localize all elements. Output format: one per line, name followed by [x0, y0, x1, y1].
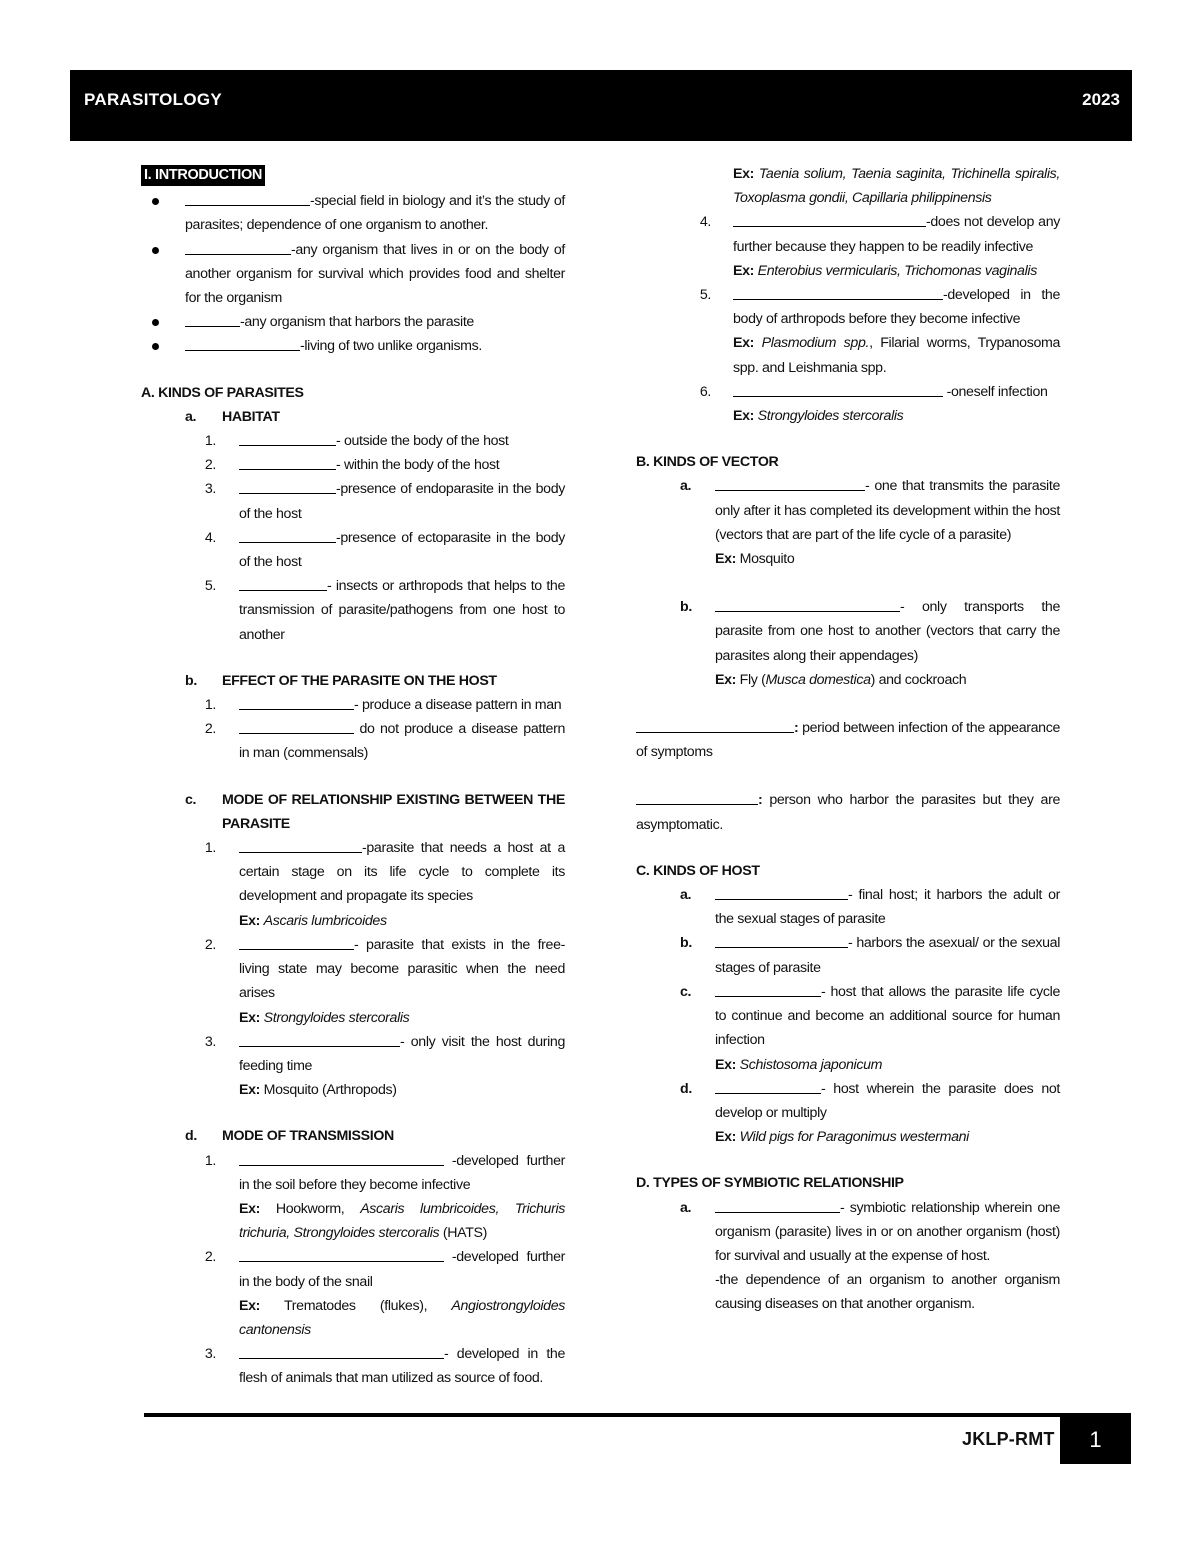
footer-rule [144, 1413, 1131, 1417]
list-item: 1. -developed further in the soil before they become infective Ex: Hookworm, Ascaris lumbricoides, Trichuris trichuria, Strongyloides stercoralis (HATS) [204, 1152, 566, 1242]
definition-incubation: : period between infection of the appearance of symptoms [636, 720, 1060, 761]
list-item: a. - one that transmits the parasite only after it has completed its development within the host (vectors that are part of the life cycle of a parasite) Ex: Mosquito [680, 478, 1060, 568]
list-item: 5. -developed in the body of arthropods before they become infective Ex: Plasmodium spp., Filarial worms, Trypanosoma spp. and Leishmania spp. [699, 287, 1060, 376]
header-year: 2023 [1082, 90, 1120, 109]
answer-blank[interactable] [715, 476, 865, 491]
subheading-mode-relationship: c. MODE OF RELATIONSHIP EXISTING BETWEEN THE PARASITE [185, 791, 565, 832]
answer-blank[interactable] [239, 935, 354, 950]
answer-blank[interactable] [239, 695, 354, 710]
continued-example: Ex: Taenia solium, Taenia saginita, Trichinella spiralis, Toxoplasma gondii, Capillaria philippinensis [733, 166, 1060, 207]
answer-blank[interactable] [715, 1079, 821, 1094]
answer-blank[interactable] [239, 719, 354, 734]
answer-blank[interactable] [733, 285, 943, 300]
list-item: 5. - insects or arthropods that helps to the transmission of parasite/pathogens from one host to another [204, 578, 565, 643]
intro-bullet: -special field in biology and it’s the study of parasites; dependence of one organism to another. [141, 189, 565, 237]
answer-blank[interactable] [636, 790, 758, 805]
answer-blank[interactable] [239, 576, 327, 591]
list-item: 1. - produce a disease pattern in man [204, 697, 562, 714]
intro-bullet: -living of two unlike organisms. [141, 334, 565, 358]
answer-blank[interactable] [239, 1344, 444, 1359]
list-item: d. - host wherein the parasite does not develop or multiply Ex: Wild pigs for Paragonimus westermani [680, 1080, 1060, 1146]
list-item: 1. - outside the body of the host [204, 433, 509, 450]
list-item: 6. -oneself infection Ex: Strongyloides stercoralis [699, 383, 1048, 425]
answer-blank[interactable] [733, 382, 943, 397]
list-item: a. - symbiotic relationship wherein one organism (parasite) lives in or on another organism (host) for survival and usually at the expense of host. -the dependence of an organism to another organism causing diseases on that another organism. [680, 1199, 1060, 1313]
section-heading-symbiotic: D. TYPES OF SYMBIOTIC RELATIONSHIP [636, 1175, 904, 1192]
page-header [70, 70, 1132, 141]
list-item: 2. - within the body of the host [204, 457, 500, 474]
list-item: 2. - parasite that exists in the free-living state may become parasitic when the need arises Ex: Strongyloides stercoralis [204, 936, 565, 1026]
answer-blank[interactable] [733, 212, 926, 227]
section-heading-kinds-parasites: A. KINDS OF PARASITES [141, 384, 304, 401]
answer-blank[interactable] [715, 982, 821, 997]
intro-bullet: -any organism that harbors the parasite [141, 310, 565, 334]
answer-blank[interactable] [715, 597, 900, 612]
page-number: 1 [1060, 1413, 1131, 1464]
answer-blank[interactable] [239, 431, 336, 446]
list-item: 4. -presence of ectoparasite in the body of the host [204, 529, 565, 571]
answer-blank[interactable] [715, 885, 848, 900]
list-item: 3. -presence of endoparasite in the body of the host [204, 481, 565, 522]
list-item: 1. -parasite that needs a host at a certain stage on its life cycle to complete its development and propagate its species Ex: Ascaris lumbricoides [204, 840, 565, 929]
answer-blank[interactable] [715, 1198, 840, 1213]
answer-blank[interactable] [185, 336, 300, 351]
answer-blank[interactable] [239, 1032, 400, 1047]
intro-bullet: -any organism that lives in or on the body of another organism for survival which provides food and shelter for the organism [141, 238, 565, 311]
answer-blank[interactable] [239, 455, 336, 470]
answer-blank[interactable] [239, 479, 336, 494]
definition-carrier: : person who harbor the parasites but they are asymptomatic. [636, 792, 1060, 833]
intro-heading: I. INTRODUCTION [141, 165, 265, 186]
header-title: PARASITOLOGY [84, 90, 223, 109]
subheading-mode-transmission: d. MODE OF TRANSMISSION [185, 1128, 394, 1145]
list-item: c. - host that allows the parasite life cycle to continue and become an additional source for human infection Ex: Schistosoma japonicum [680, 983, 1060, 1073]
section-heading-host: C. KINDS OF HOST [636, 862, 760, 879]
answer-blank[interactable] [239, 838, 362, 853]
footer-author: JKLP-RMT [962, 1429, 1055, 1449]
list-item: 2. do not produce a disease pattern in man (commensals) [204, 721, 565, 762]
list-item: 3. - developed in the flesh of animals that man utilized as source of food. [204, 1346, 565, 1387]
list-item: 3. - only visit the host during feeding time Ex: Mosquito (Arthropods) [204, 1033, 565, 1099]
list-item: 4. -does not develop any further because they happen to be readily infective Ex: Enterobius vermicularis, Trichomonas vaginalis [699, 214, 1060, 279]
right-column [636, 162, 1060, 1317]
answer-blank[interactable] [239, 528, 336, 543]
subheading-effect: b. EFFECT OF THE PARASITE ON THE HOST [185, 672, 497, 689]
answer-blank[interactable] [185, 240, 291, 255]
answer-blank[interactable] [239, 1151, 444, 1166]
list-item: 2. -developed further in the body of the snail Ex: Trematodes (flukes), Angiostrongyloides cantonensis [204, 1249, 565, 1338]
answer-blank[interactable] [239, 1247, 444, 1262]
answer-blank[interactable] [185, 312, 240, 327]
answer-blank[interactable] [715, 933, 848, 948]
subheading-habitat: a. HABITAT [185, 408, 280, 425]
section-heading-vector: B. KINDS OF VECTOR [636, 454, 779, 471]
left-column [141, 163, 565, 1391]
list-item: b. - harbors the asexual/ or the sexual stages of parasite [680, 935, 1060, 976]
answer-blank[interactable] [185, 191, 310, 206]
list-item: b. - only transports the parasite from one host to another (vectors that carry the parasites along their appendages) Ex: Fly (Musca domestica) and cockroach [680, 599, 1060, 688]
list-item: a. - final host; it harbors the adult or the sexual stages of parasite [680, 887, 1060, 928]
answer-blank[interactable] [636, 718, 794, 733]
